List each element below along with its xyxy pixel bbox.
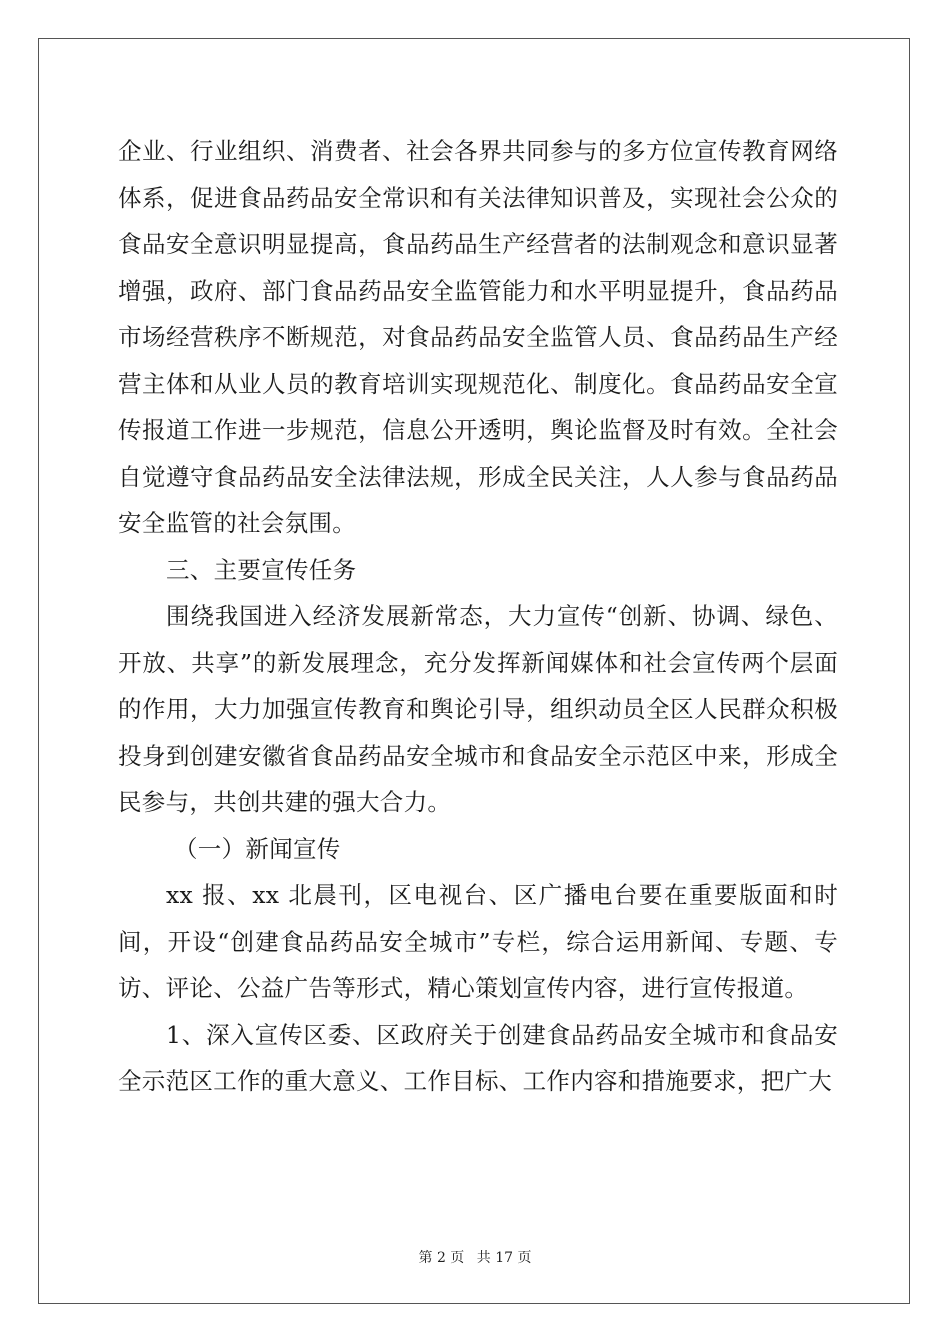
document-body: [118, 128, 838, 1105]
subsection-heading-news: （一）新闻宣传: [174, 834, 341, 863]
section-heading-main-tasks: 三、主要宣传任务: [166, 555, 357, 584]
paragraph-item-1: 1、深入宣传区委、区政府关于创建食品药品安全城市和食品安全示范区工作的重大意义、工作目标、工作内容和措施要求，把广大: [118, 1020, 838, 1095]
paragraph-main-tasks: 围绕我国进入经济发展新常态，大力宣传“创新、协调、绿色、开放、共享”的新发展理念，充分发挥新闻媒体和社会宣传两个层面的作用，大力加强宣传教育和舆论引导，组织动员全区人民群众积极投身到创建安徽省食品药品安全城市和食品安全示范区中来，形成全民参与，共创共建的强大合力。: [118, 602, 838, 816]
total-pages-label: 共 17 页: [476, 1250, 532, 1266]
paragraph-intro-continued: 企业、行业组织、消费者、社会各界共同参与的多方位宣传教育网络体系，促进食品药品安全常识和有关法律知识普及，实现社会公众的食品安全意识明显提高，食品药品生产经营者的法制观念和意识显著增强，政府、部门食品药品安全监管能力和水平明显提升，食品药品市场经营秩序不断规范，对食品药品安全监管人员、食品药品生产经营主体和从业人员的教育培训实现规范化、制度化。食品药品安全宣传报道工作进一步规范，信息公开透明，舆论监督及时有效。全社会自觉遵守食品药品安全法律法规，形成全民关注，人人参与食品药品安全监管的社会氛围。: [118, 137, 838, 537]
current-page-label: 第 2 页: [418, 1250, 465, 1266]
paragraph-news-media: xx 报、xx 北晨刊，区电视台、区广播电台要在重要版面和时间，开设“创建食品药品安全城市”专栏，综合运用新闻、专题、专访、评论、公益广告等形式，精心策划宣传内容，进行宣传报道。: [118, 881, 838, 1002]
page-footer: [0, 1247, 950, 1267]
